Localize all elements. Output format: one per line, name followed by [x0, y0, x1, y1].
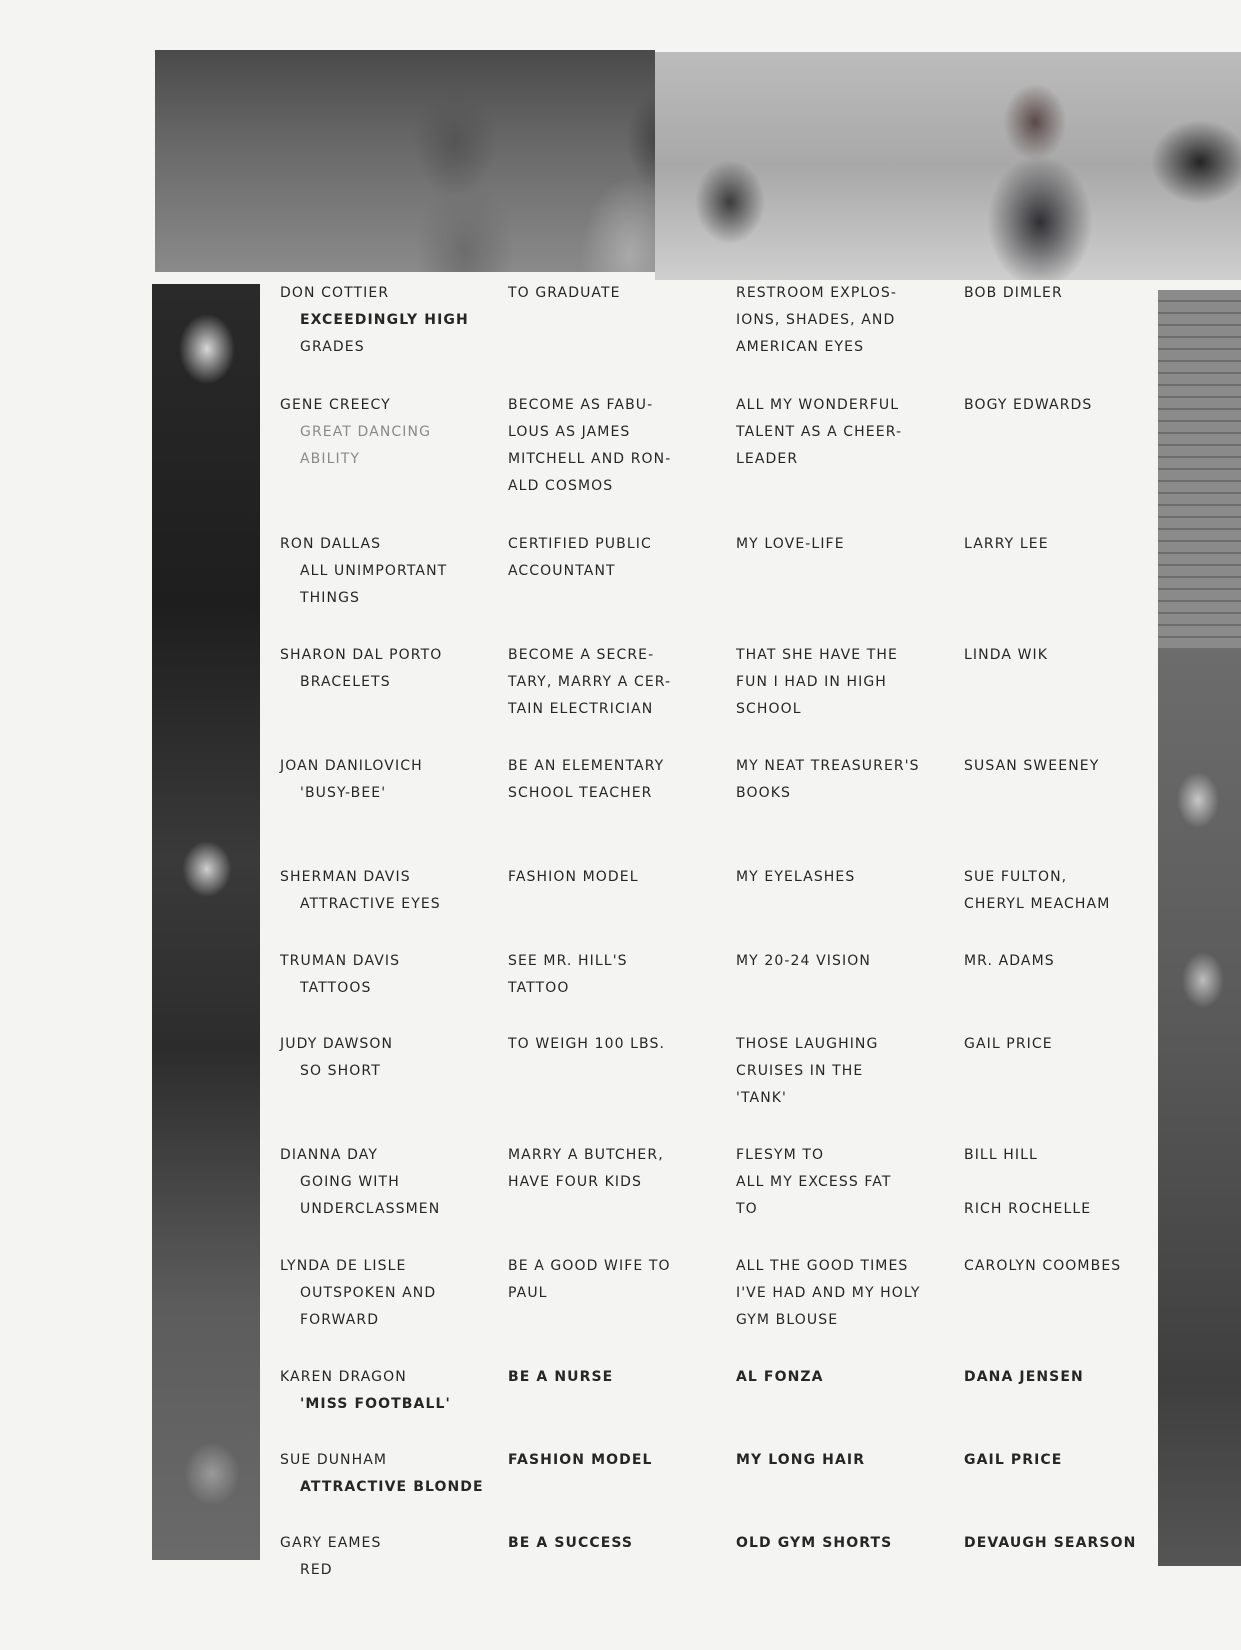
leaves-cell — [736, 531, 964, 558]
senior-name-cell — [280, 531, 505, 612]
senior-name: JUDY DAWSON — [280, 1036, 394, 1052]
leaves-line: MY LONG HAIR — [736, 1452, 866, 1468]
senior-name-cell — [280, 864, 505, 918]
leaves-line: GYM BLOUSE — [736, 1312, 839, 1328]
leaves-line: AMERICAN EYES — [736, 339, 865, 355]
ambition-cell — [508, 1530, 736, 1557]
senior-name-cell — [280, 1364, 505, 1418]
ambition-line: TO GRADUATE — [508, 285, 621, 301]
leaves-line: CRUISES IN THE — [736, 1063, 864, 1079]
senior-name: DIANNA DAY — [280, 1147, 379, 1163]
senior-name: SUE DUNHAM — [280, 1452, 388, 1468]
senior-name-cell — [280, 642, 505, 696]
leaves-line: AL FONZA — [736, 1369, 824, 1385]
ambition-cell — [508, 1031, 736, 1058]
recipient-name: LARRY LEE — [964, 536, 1049, 552]
ambition-cell — [508, 1447, 736, 1474]
ambition-line: TAIN ELECTRICIAN — [508, 701, 654, 717]
recipient-cell — [964, 392, 1144, 419]
photo-top-left — [155, 50, 655, 272]
leaves-line: OLD GYM SHORTS — [736, 1535, 893, 1551]
senior-name: JOAN DANILOVICH — [280, 758, 423, 774]
leaves-cell — [736, 948, 964, 975]
leaves-cell — [736, 753, 964, 807]
recipient-name: DEVAUGH SEARSON — [964, 1535, 1137, 1551]
leaves-line: MY 20-24 VISION — [736, 953, 871, 969]
leaves-line: I'VE HAD AND MY HOLY — [736, 1285, 921, 1301]
recipient-name: CHERYL MEACHAM — [964, 896, 1111, 912]
ambition-line: SCHOOL TEACHER — [508, 785, 653, 801]
leaves-cell — [736, 642, 964, 723]
leaves-line: ALL THE GOOD TIMES — [736, 1258, 909, 1274]
leaves-cell — [736, 1447, 964, 1474]
leaves-line: ALL MY EXCESS FAT — [736, 1174, 892, 1190]
senior-name: KAREN DRAGON — [280, 1369, 407, 1385]
senior-name-cell — [280, 392, 505, 473]
leaves-line: TALENT AS A CHEER- — [736, 424, 903, 440]
ambition-line: BE A SUCCESS — [508, 1535, 634, 1551]
senior-name: RON DALLAS — [280, 536, 382, 552]
leaves-line: IONS, SHADES, AND — [736, 312, 896, 328]
ambition-line: BE AN ELEMENTARY — [508, 758, 665, 774]
trait-line: ABILITY — [300, 451, 361, 467]
recipient-name — [964, 1169, 1144, 1196]
ambition-line: TO WEIGH 100 LBS. — [508, 1036, 666, 1052]
leaves-line: RESTROOM EXPLOS- — [736, 285, 898, 301]
recipient-cell — [964, 948, 1144, 975]
trait-line: EXCEEDINGLY HIGH — [300, 312, 469, 328]
trait-line: OUTSPOKEN AND — [300, 1285, 437, 1301]
recipient-cell — [964, 1447, 1144, 1474]
recipient-name: BILL HILL — [964, 1147, 1038, 1163]
senior-name-cell — [280, 280, 505, 361]
senior-name: LYNDA DE LISLE — [280, 1258, 407, 1274]
leaves-cell — [736, 1364, 964, 1391]
leaves-cell — [736, 280, 964, 361]
leaves-line: FLESYM TO — [736, 1147, 825, 1163]
recipient-cell — [964, 642, 1144, 669]
trait-line: 'MISS FOOTBALL' — [300, 1396, 451, 1412]
leaves-line: MY NEAT TREASURER'S — [736, 758, 920, 774]
ambition-cell — [508, 280, 736, 307]
recipient-cell — [964, 1364, 1144, 1391]
recipient-name: BOB DIMLER — [964, 285, 1063, 301]
trait-line: GRADES — [300, 339, 365, 355]
leaves-line: FUN I HAD IN HIGH — [736, 674, 887, 690]
leaves-line: LEADER — [736, 451, 799, 467]
trait-line: GREAT DANCING — [300, 424, 432, 440]
ambition-line: PAUL — [508, 1285, 548, 1301]
recipient-name: SUE FULTON, — [964, 869, 1068, 885]
leaves-line: ALL MY WONDERFUL — [736, 397, 900, 413]
ambition-line: BE A NURSE — [508, 1369, 614, 1385]
ambition-line: TARY, MARRY A CER- — [508, 674, 672, 690]
leaves-cell — [736, 392, 964, 473]
recipient-cell — [964, 280, 1144, 307]
trait-line: 'BUSY-BEE' — [300, 785, 387, 801]
ambition-line: CERTIFIED PUBLIC — [508, 536, 652, 552]
recipient-cell — [964, 1031, 1144, 1058]
ambition-cell — [508, 1253, 736, 1307]
leaves-line: THAT SHE HAVE THE — [736, 647, 898, 663]
ambition-line: MITCHELL AND RON- — [508, 451, 672, 467]
recipient-cell — [964, 1142, 1144, 1223]
recipient-name: GAIL PRICE — [964, 1036, 1053, 1052]
leaves-line: THOSE LAUGHING — [736, 1036, 879, 1052]
ambition-cell — [508, 531, 736, 585]
senior-name-cell — [280, 1253, 505, 1334]
senior-name: SHERMAN DAVIS — [280, 869, 411, 885]
recipient-cell — [964, 1530, 1144, 1557]
recipient-name: GAIL PRICE — [964, 1452, 1063, 1468]
trait-line: TATTOOS — [300, 980, 372, 996]
recipient-name: DANA JENSEN — [964, 1369, 1084, 1385]
trait-line: BRACELETS — [300, 674, 391, 690]
ambition-line: BE A GOOD WIFE TO — [508, 1258, 671, 1274]
ambition-cell — [508, 864, 736, 891]
leaves-line: SCHOOL — [736, 701, 802, 717]
leaves-line: TO — [736, 1201, 758, 1217]
ambition-line: FASHION MODEL — [508, 869, 639, 885]
recipient-cell — [964, 531, 1144, 558]
senior-name-cell — [280, 753, 505, 807]
ambition-cell — [508, 642, 736, 723]
recipient-name: RICH ROCHELLE — [964, 1201, 1092, 1217]
senior-name-cell — [280, 1530, 505, 1584]
trait-line: RED — [300, 1562, 333, 1578]
senior-name: GARY EAMES — [280, 1535, 382, 1551]
ambition-cell — [508, 948, 736, 1002]
ambition-line: LOUS AS JAMES — [508, 424, 631, 440]
recipient-name: BOGY EDWARDS — [964, 397, 1093, 413]
senior-name: SHARON DAL PORTO — [280, 647, 443, 663]
leaves-cell — [736, 864, 964, 891]
trait-line: ATTRACTIVE EYES — [300, 896, 441, 912]
ambition-line: BECOME AS FABU- — [508, 397, 654, 413]
senior-name: TRUMAN DAVIS — [280, 953, 401, 969]
recipient-name: LINDA WIK — [964, 647, 1049, 663]
ambition-cell — [508, 392, 736, 500]
recipient-cell — [964, 1253, 1144, 1280]
recipient-name: CAROLYN COOMBES — [964, 1258, 1122, 1274]
recipient-cell — [964, 753, 1144, 780]
ambition-cell — [508, 1142, 736, 1196]
leaves-cell — [736, 1253, 964, 1334]
leaves-line: MY EYELASHES — [736, 869, 856, 885]
trait-line: FORWARD — [300, 1312, 380, 1328]
photo-left-strip — [152, 284, 260, 1560]
trait-line: THINGS — [300, 590, 361, 606]
trait-line: GOING WITH — [300, 1174, 400, 1190]
ambition-line: FASHION MODEL — [508, 1452, 653, 1468]
recipient-cell — [964, 864, 1144, 918]
senior-name-cell — [280, 1142, 505, 1223]
leaves-cell — [736, 1031, 964, 1112]
ambition-line: SEE MR. HILL'S — [508, 953, 628, 969]
photo-top-right — [655, 52, 1241, 280]
leaves-line: 'TANK' — [736, 1090, 787, 1106]
senior-name: GENE CREECY — [280, 397, 391, 413]
ambition-line: HAVE FOUR KIDS — [508, 1174, 642, 1190]
ambition-line: ACCOUNTANT — [508, 563, 616, 579]
trait-line: ALL UNIMPORTANT — [300, 563, 448, 579]
leaves-cell — [736, 1530, 964, 1557]
leaves-cell — [736, 1142, 964, 1223]
ambition-line: TATTOO — [508, 980, 570, 996]
recipient-name: SUSAN SWEENEY — [964, 758, 1100, 774]
recipient-name: MR. ADAMS — [964, 953, 1055, 969]
ambition-cell — [508, 753, 736, 807]
trait-line: UNDERCLASSMEN — [300, 1201, 441, 1217]
senior-name-cell — [280, 1031, 505, 1085]
ambition-line: MARRY A BUTCHER, — [508, 1147, 664, 1163]
ambition-line: ALD COSMOS — [508, 478, 614, 494]
leaves-line: BOOKS — [736, 785, 791, 801]
ambition-line: BECOME A SECRE- — [508, 647, 655, 663]
senior-name-cell — [280, 948, 505, 1002]
ambition-cell — [508, 1364, 736, 1391]
photo-right-strip-lower — [1158, 650, 1241, 1566]
senior-name: DON COTTIER — [280, 285, 390, 301]
senior-name-cell — [280, 1447, 505, 1501]
trait-line: ATTRACTIVE BLONDE — [300, 1479, 484, 1495]
leaves-line: MY LOVE-LIFE — [736, 536, 845, 552]
trait-line: SO SHORT — [300, 1063, 381, 1079]
